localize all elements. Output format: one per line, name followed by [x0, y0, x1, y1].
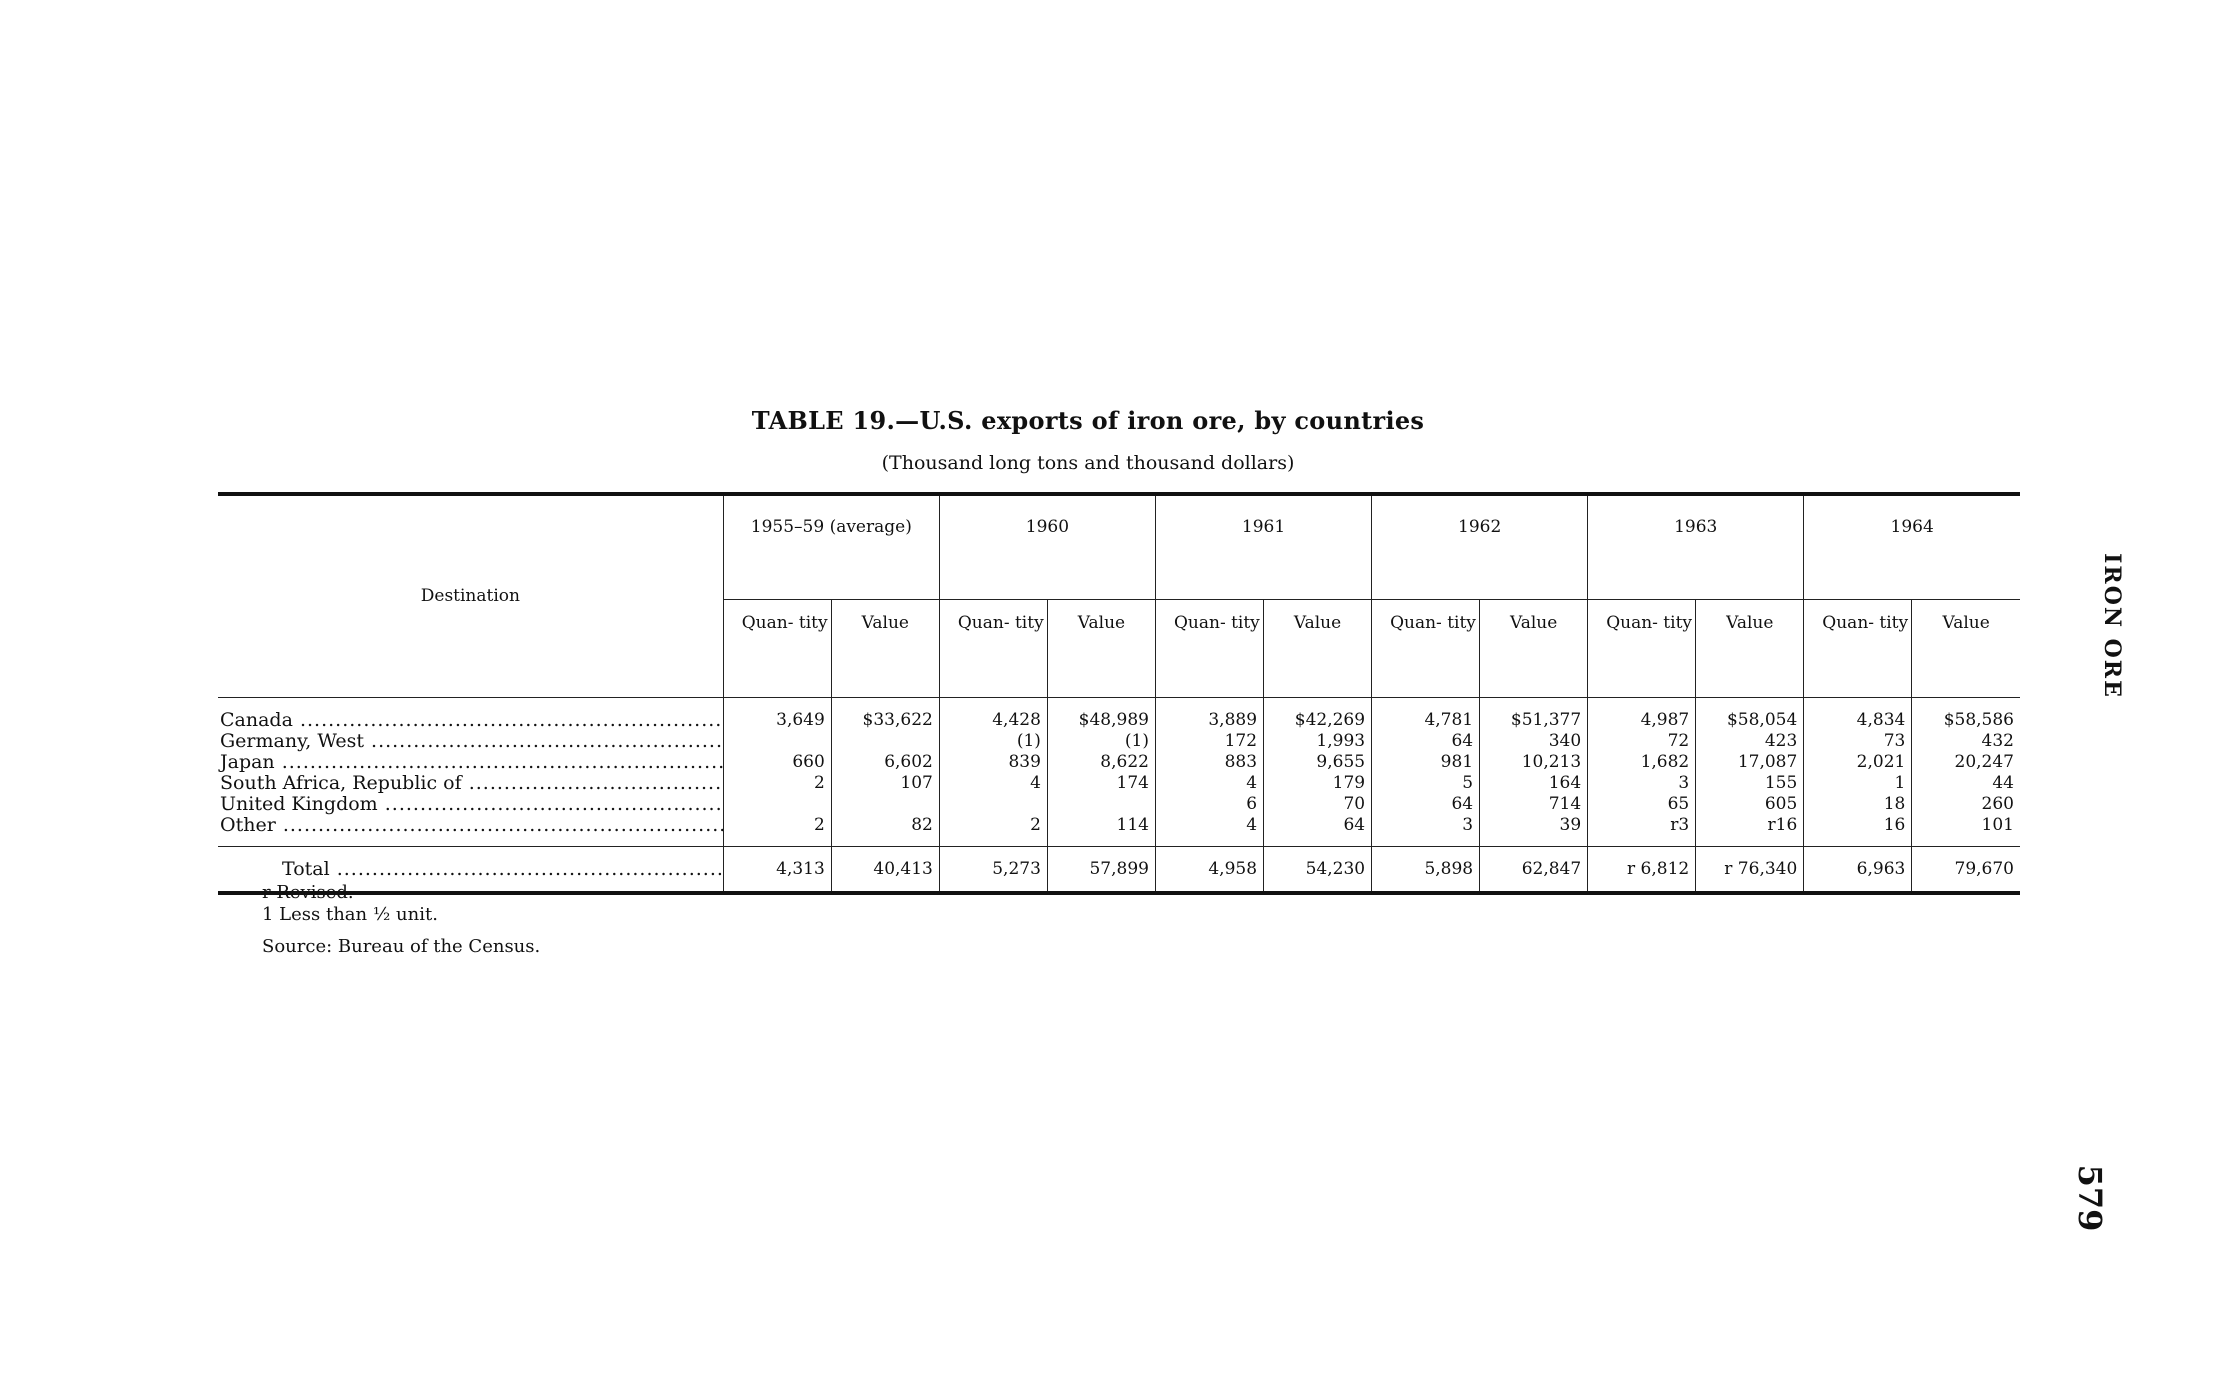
quantity-cell: 64	[1372, 731, 1480, 752]
table-row	[218, 731, 2020, 752]
value-cell: 20,247	[1912, 752, 2020, 773]
value-cell: (1)	[1047, 731, 1155, 752]
value-cell: $48,989	[1047, 698, 1155, 732]
quantity-cell: 72	[1588, 731, 1696, 752]
quantity-cell: 5,273	[939, 847, 1047, 894]
table-row	[218, 794, 2020, 815]
value-header: Value	[1696, 600, 1804, 698]
value-cell: 432	[1912, 731, 2020, 752]
quantity-cell: 6,963	[1804, 847, 1912, 894]
year-header: 1961	[1155, 494, 1371, 600]
quantity-cell: 4	[1155, 773, 1263, 794]
quantity-header: Quan- tity	[1588, 600, 1696, 698]
row-label: United Kingdom .....	[218, 794, 723, 815]
quantity-cell: 3	[1372, 815, 1480, 836]
quantity-cell	[939, 794, 1047, 815]
quantity-cell: 4,428	[939, 698, 1047, 732]
value-cell: $42,269	[1264, 698, 1372, 732]
quantity-header: Quan- tity	[1155, 600, 1263, 698]
table-subtitle: (Thousand long tons and thousand dollars)	[881, 452, 1295, 474]
value-cell: $51,377	[1480, 698, 1588, 732]
value-cell: 174	[1047, 773, 1155, 794]
year-header: 1962	[1372, 494, 1588, 600]
value-cell: $58,586	[1912, 698, 2020, 732]
year-header: 1963	[1588, 494, 1804, 600]
quantity-cell: 73	[1804, 731, 1912, 752]
value-cell: 40,413	[831, 847, 939, 894]
value-cell: 9,655	[1264, 752, 1372, 773]
value-cell: $58,054	[1696, 698, 1804, 732]
quantity-cell: 2,021	[1804, 752, 1912, 773]
page-number: 579	[2071, 1164, 2109, 1232]
year-header: 1960	[939, 494, 1155, 600]
quantity-cell: 65	[1588, 794, 1696, 815]
table-title: TABLE 19.—U.S. exports of iron ore, by countries	[751, 406, 1425, 435]
footnote-revised: r Revised.	[262, 882, 354, 903]
value-cell: 340	[1480, 731, 1588, 752]
quantity-cell: 1	[1804, 773, 1912, 794]
quantity-cell: 16	[1804, 815, 1912, 836]
quantity-cell: 4,781	[1372, 698, 1480, 732]
quantity-cell: 1,682	[1588, 752, 1696, 773]
value-cell: 179	[1264, 773, 1372, 794]
value-cell: 6,602	[831, 752, 939, 773]
footnote-less-than: 1 Less than ½ unit.	[262, 904, 438, 925]
quantity-cell: 981	[1372, 752, 1480, 773]
quantity-cell	[723, 731, 831, 752]
quantity-header: Quan- tity	[1372, 600, 1480, 698]
value-cell: 101	[1912, 815, 2020, 836]
value-cell: 423	[1696, 731, 1804, 752]
source-note: Source: Bureau of the Census.	[262, 936, 541, 957]
destination-header: Destination	[218, 494, 723, 698]
value-header: Value	[1480, 600, 1588, 698]
quantity-header: Quan- tity	[939, 600, 1047, 698]
exports-table	[218, 492, 2020, 895]
spacer-row	[218, 836, 2020, 847]
quantity-cell: 883	[1155, 752, 1263, 773]
value-header: Value	[1264, 600, 1372, 698]
value-cell: 57,899	[1047, 847, 1155, 894]
row-label: Other .....	[218, 815, 723, 836]
row-label: Canada .....	[218, 698, 723, 732]
value-cell: 62,847	[1480, 847, 1588, 894]
value-header: Value	[831, 600, 939, 698]
year-header: 1955–59 (average)	[723, 494, 939, 600]
value-cell: 8,622	[1047, 752, 1155, 773]
value-cell: 114	[1047, 815, 1155, 836]
value-cell: r16	[1696, 815, 1804, 836]
quantity-cell: 4,958	[1155, 847, 1263, 894]
value-cell: 54,230	[1264, 847, 1372, 894]
quantity-cell: 5	[1372, 773, 1480, 794]
quantity-cell: 4,834	[1804, 698, 1912, 732]
value-cell: 155	[1696, 773, 1804, 794]
quantity-cell: 4,313	[723, 847, 831, 894]
value-cell: 107	[831, 773, 939, 794]
value-cell: 39	[1480, 815, 1588, 836]
quantity-cell: 2	[723, 773, 831, 794]
value-cell: 82	[831, 815, 939, 836]
value-cell: 605	[1696, 794, 1804, 815]
quantity-header: Quan- tity	[723, 600, 831, 698]
value-cell: 79,670	[1912, 847, 2020, 894]
quantity-cell: 5,898	[1372, 847, 1480, 894]
quantity-cell: 3,649	[723, 698, 831, 732]
quantity-cell: 64	[1372, 794, 1480, 815]
value-header: Value	[1047, 600, 1155, 698]
value-cell	[831, 731, 939, 752]
year-header: 1964	[1804, 494, 2020, 600]
value-cell: 164	[1480, 773, 1588, 794]
value-cell: 44	[1912, 773, 2020, 794]
quantity-cell: 18	[1804, 794, 1912, 815]
quantity-cell: 2	[939, 815, 1047, 836]
table-row	[218, 752, 2020, 773]
quantity-cell: 6	[1155, 794, 1263, 815]
row-label: Total .....	[218, 847, 723, 894]
quantity-cell: (1)	[939, 731, 1047, 752]
quantity-cell	[723, 794, 831, 815]
value-cell: 70	[1264, 794, 1372, 815]
quantity-cell: r 6,812	[1588, 847, 1696, 894]
row-label: South Africa, Republic of .....	[218, 773, 723, 794]
row-label: Japan .....	[218, 752, 723, 773]
value-cell: 10,213	[1480, 752, 1588, 773]
value-cell	[1047, 794, 1155, 815]
value-cell: 260	[1912, 794, 2020, 815]
table-row	[218, 815, 2020, 836]
quantity-cell: r3	[1588, 815, 1696, 836]
footnotes	[262, 882, 540, 958]
quantity-cell: 4	[1155, 815, 1263, 836]
value-header: Value	[1912, 600, 2020, 698]
quantity-cell: 3,889	[1155, 698, 1263, 732]
quantity-cell: 660	[723, 752, 831, 773]
quantity-cell: 172	[1155, 731, 1263, 752]
value-cell: 1,993	[1264, 731, 1372, 752]
quantity-cell: 2	[723, 815, 831, 836]
row-label: Germany, West .....	[218, 731, 723, 752]
quantity-cell: 4,987	[1588, 698, 1696, 732]
table-row	[218, 698, 2020, 732]
value-cell: 17,087	[1696, 752, 1804, 773]
value-cell: 714	[1480, 794, 1588, 815]
table-row	[218, 773, 2020, 794]
value-cell	[831, 794, 939, 815]
quantity-header: Quan- tity	[1804, 600, 1912, 698]
running-head: IRON ORE	[2099, 553, 2125, 699]
value-cell: 64	[1264, 815, 1372, 836]
value-cell: $33,622	[831, 698, 939, 732]
quantity-cell: 3	[1588, 773, 1696, 794]
value-cell: r 76,340	[1696, 847, 1804, 894]
quantity-cell: 4	[939, 773, 1047, 794]
quantity-cell: 839	[939, 752, 1047, 773]
